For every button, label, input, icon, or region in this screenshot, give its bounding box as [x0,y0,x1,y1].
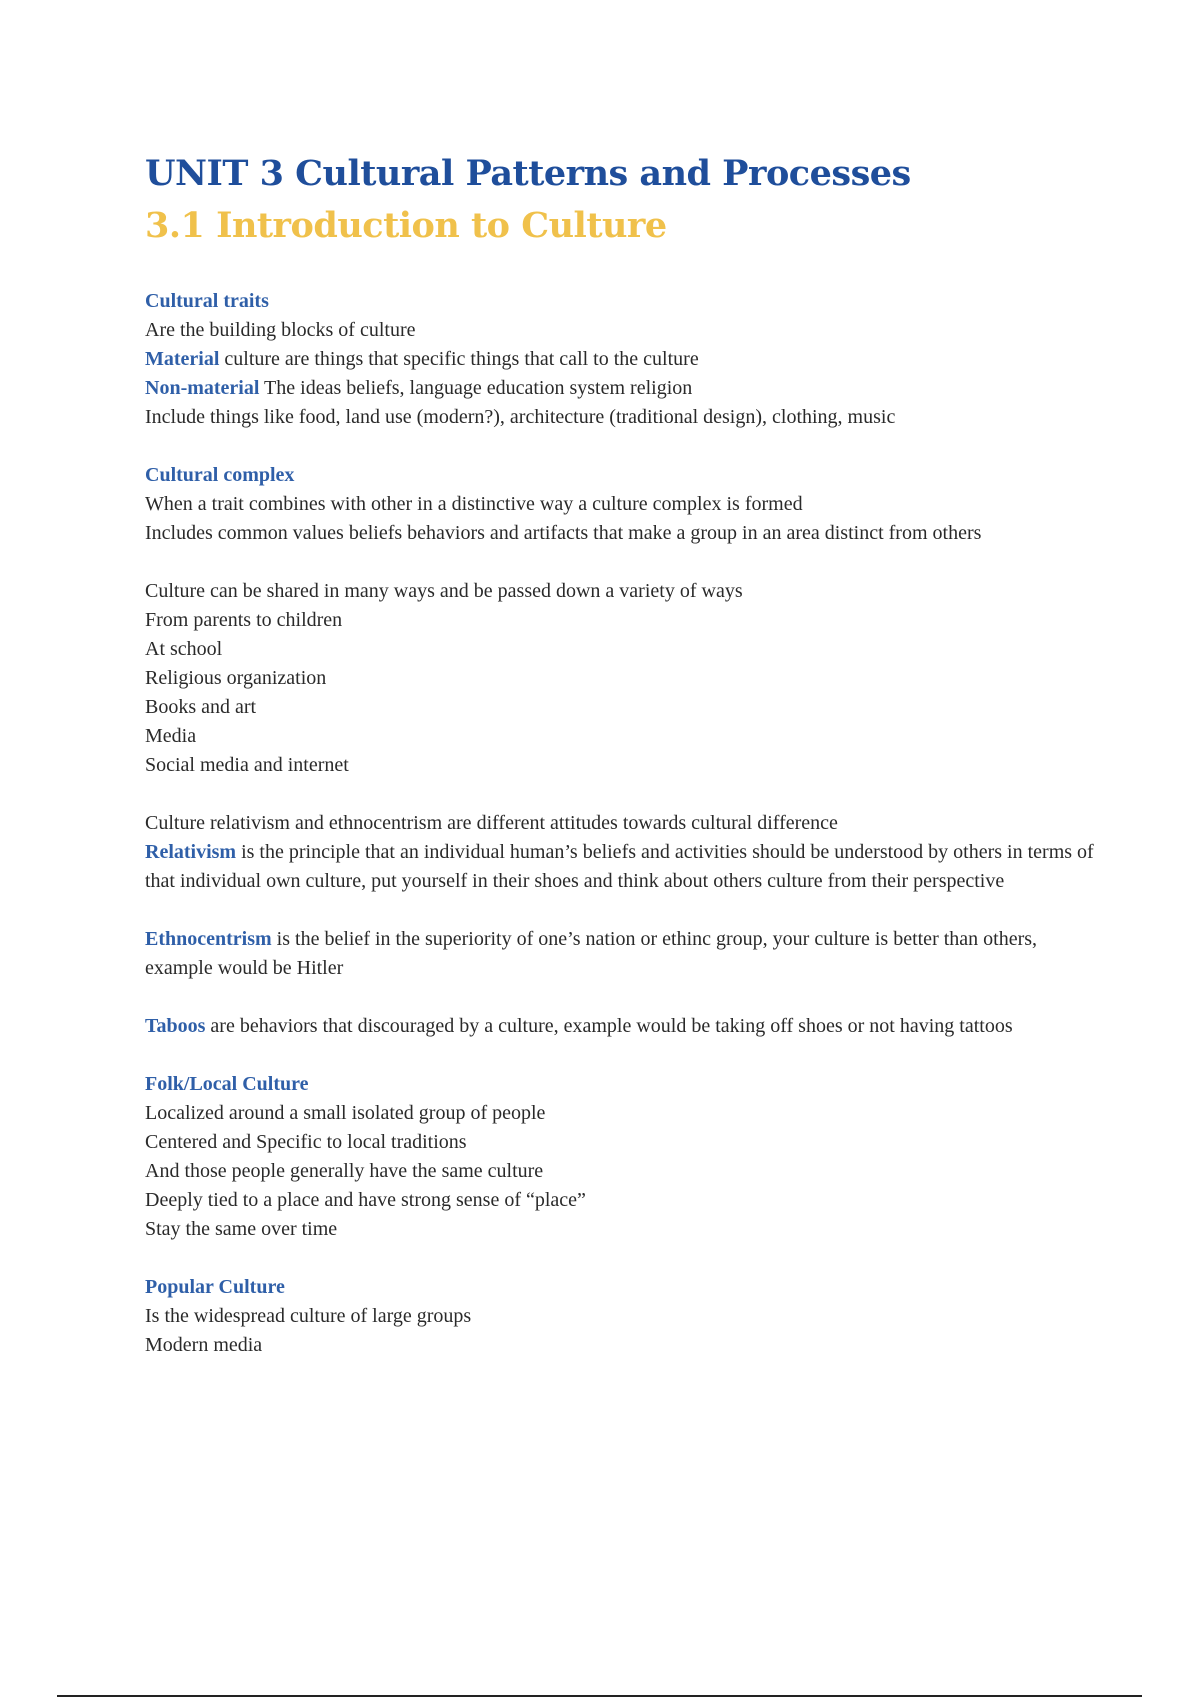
list-item: Media [145,725,197,747]
ethnocentrism-paragraph [145,925,1095,983]
ethnocentrism-section [145,925,1095,983]
popular-culture-heading: Popular Culture [145,1276,285,1298]
relativism-paragraph [145,838,1095,896]
cultural-traits-section [145,287,1095,432]
cultural-traits-heading: Cultural traits [145,290,269,312]
folk-culture-section [145,1070,1095,1244]
relativism-text: is the principle that an individual human’s beliefs and activities should be understood by others in terms of that individual own culture, put yourself in their shoes and think about others culture from their perspective [145,841,1094,892]
material-term: Material [145,348,220,370]
list-item: From parents to children [145,609,343,631]
document-page [145,148,1095,1360]
popular-culture-section [145,1273,1095,1360]
list-item: Social media and internet [145,754,349,776]
list-item: Is the widespread culture of large groups [145,1305,472,1327]
ethnocentrism-text: is the belief in the superiority of one’s nation or ethinc group, your culture is better than others, example would be Hitler [145,928,1038,979]
page-bottom-rule [57,1695,1142,1697]
list-item: Deeply tied to a place and have strong sense of “place” [145,1189,586,1211]
list-item: Stay the same over time [145,1218,338,1240]
relativism-intro: Culture relativism and ethnocentrism are different attitudes towards cultural difference [145,812,838,834]
unit-title: UNIT 3 Cultural Patterns and Processes [145,153,911,194]
taboos-paragraph [145,1012,1095,1041]
relativism-term: Relativism [145,841,237,863]
complex-line: Includes common values beliefs behaviors and artifacts that make a group in an area distinct from others [145,522,982,544]
cultural-complex-section [145,461,1095,548]
list-item: And those people generally have the same culture [145,1160,544,1182]
shared-intro: Culture can be shared in many ways and be passed down a variety of ways [145,580,743,602]
material-text: culture are things that specific things that call to the culture [219,348,699,370]
nonmaterial-line [145,374,1095,403]
relativism-section [145,809,1095,896]
traits-examples-line: Include things like food, land use (modern?), architecture (traditional design), clothing, music [145,406,896,428]
folk-culture-heading: Folk/Local Culture [145,1073,309,1095]
list-item: At school [145,638,223,660]
material-line [145,345,1095,374]
complex-line: When a trait combines with other in a distinctive way a culture complex is formed [145,493,803,515]
taboos-text: are behaviors that discouraged by a culture, example would be taking off shoes or not having tattoos [205,1015,1013,1037]
nonmaterial-term: Non-material [145,377,260,399]
cultural-complex-heading: Cultural complex [145,464,295,486]
section-title: 3.1 Introduction to Culture [145,205,667,246]
list-item: Localized around a small isolated group of people [145,1102,546,1124]
list-item: Centered and Specific to local traditions [145,1131,467,1153]
list-item: Modern media [145,1334,263,1356]
ethnocentrism-term: Ethnocentrism [145,928,272,950]
nonmaterial-text: The ideas beliefs, language education system religion [259,377,693,399]
culture-shared-section [145,577,1095,780]
traits-line: Are the building blocks of culture [145,319,416,341]
list-item: Books and art [145,696,257,718]
taboos-term: Taboos [145,1015,206,1037]
taboos-section [145,1012,1095,1041]
list-item: Religious organization [145,667,327,689]
